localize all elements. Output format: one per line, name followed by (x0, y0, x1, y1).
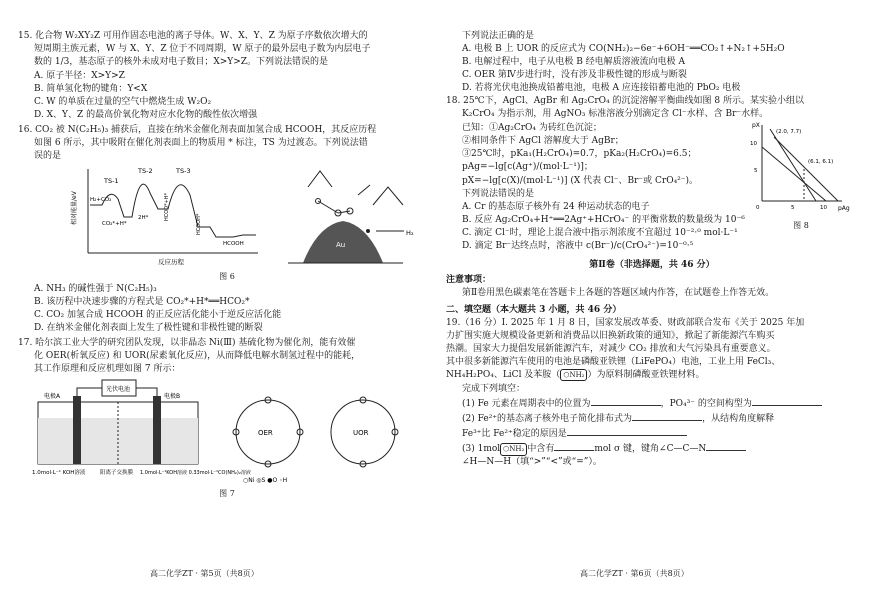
h2-label: H₂ (406, 229, 414, 238)
solubility-chart (746, 117, 856, 217)
q15-option-c: C. W 的单质在过量的空气中燃烧生成 W₂O₂ (34, 97, 212, 108)
y-axis-label: 相对能量/eV (71, 191, 78, 226)
footer-left: 高二化学ZT · 第5页（共8页） (150, 569, 259, 578)
answer-blank-4[interactable] (567, 426, 687, 436)
ts3-label: TS-3 (176, 167, 191, 176)
figure-6-caption: 图 6 (219, 272, 235, 282)
q16-option-c: C. CO₂ 加氢合成 HCOOH 的正反应活化能小于逆反应活化能 (34, 310, 282, 321)
species-2h: 2H* (138, 215, 149, 222)
atom-h (366, 229, 370, 233)
fig8-tick-y10: 10 (750, 141, 757, 148)
q19-stem: 19.（16 分）Ⅰ. 2025 年 1 月 8 日，国家发展改革委、财政部联合发布《关于 2025 年加 力扩围实施大规模设备更新和消费品以旧换新政策的通知》，掀起了新能源汽车购买 热潮。国家大力提倡发展新能源汽车，对减少 CO₂ 排放和大气污染具有重要意义。 其中很多新能源汽车使用的电池是磷酸亚铁锂（LiFePO₄）电池，工业上用 FeCl₃、 NH₄H₂PO₄、LiCl 及苯胺（ ⬡NH₂ ）为原料制磷酸亚铁锂材料。 (446, 317, 805, 381)
q19-fill-instruction: 完成下列填空： (462, 384, 526, 395)
figure-7-caption: 图 7 (219, 489, 235, 499)
electrode-a-label: 电极A (44, 393, 61, 401)
left-solution-label: 1.0mol·L⁻¹ KOH溶液 (32, 470, 86, 477)
q19-sub1: (1) Fe 元素在周期表中的位置为 ，PO₄³⁻ 的空间构型为 (446, 396, 858, 411)
species-hcoo-h: HCOO*+H* (164, 193, 170, 222)
fig8-x-label: pAg (838, 205, 850, 213)
q18-condition-3: ③25℃时，pKa₁(H₂CrO₄)=0.7，pKa₂(H₂CrO₄)=6.5； (462, 149, 697, 160)
ts1-label: TS-1 (104, 177, 119, 186)
electrolysis-diagram (18, 378, 436, 486)
footer-right: 高二化学ZT · 第6页（共8页） (580, 569, 689, 578)
catalyst-surface (288, 171, 414, 263)
q18-condition-2: ②相同条件下 AgCl 溶解度大于 AgBr； (462, 136, 624, 147)
bond-1 (318, 201, 338, 213)
species-h2-co2: H₂+CO₂ (90, 197, 112, 204)
q17-answer-intro: 下列说法正确的是 (462, 31, 535, 41)
x-axis-label: 反应历程 (158, 258, 184, 267)
notice-text: 第Ⅱ卷用黑色碳素笔在答题卡上各题的答题区域内作答，在试题卷上作答无效。 (462, 287, 775, 298)
q17-option-b: B. 电解过程中，电子从电极 B 经电解质溶液流向电极 A (462, 57, 686, 68)
q19-sub3: (3) 1mol ⬡NH₂ 中含有 mol σ 键，键角∠C—C—N ∠H—N—H（填“>”“<”或“=”）。 (446, 441, 858, 469)
au-label: Au (336, 241, 346, 250)
electrode-b-label: 电极B (164, 393, 181, 401)
q18-condition-5: pX=−lg[c(X)/(mol·L⁻¹)] (X 代表 Cl⁻、Br⁻或 CrO₄²⁻)。 (462, 175, 699, 186)
q15-stem: 15. 化合物 W₂XY₂Z 可用作固态电池的离子导体。W、X、Y、Z 为原子序数依次增大的 短周期主族元素，W 与 X、Y、Z 位于不同周期，W 原子的最外层电子数为内层电子 数的 1/3，基态原子的核外未成对电子数目；X>Y>Z。下列说法错误的是 (18, 31, 371, 68)
figure-6 (18, 165, 436, 269)
aniline-structure-2: ⬡NH₂ (500, 443, 527, 455)
figure-7-legend: ○Ni ◎S ●O ◦H (243, 477, 288, 485)
electrolyte (38, 418, 198, 464)
aniline-structure: ⬡NH₂ (560, 369, 587, 381)
species-co2-h: CO₂*+H* (102, 221, 127, 228)
fig8-point-2: (6.1, 6.1) (808, 159, 834, 166)
answer-blank-1[interactable] (591, 396, 661, 406)
uor-label: UOR (353, 429, 369, 438)
fig8-tick-y5: 5 (754, 168, 758, 175)
q18-option-a: A. Cr 的基态原子核外有 24 种运动状态的电子 (462, 201, 650, 212)
species-hcooh-star: HCOOH* (196, 214, 202, 236)
arrow-product (358, 185, 370, 195)
section-heading: 二、填空题（本大题共 3 小题，共 46 分） (446, 304, 622, 315)
q16-option-b: B. 该历程中决速步骤的方程式是 CO₂*+H*══HCO₂* (34, 297, 250, 308)
q18-condition-4: pAg=−lg[c(Ag⁺)/(mol·L⁻¹)]； (462, 162, 593, 173)
answer-blank-2[interactable] (752, 396, 822, 406)
figure-7 (18, 378, 436, 486)
amine-group (308, 171, 332, 187)
q16-option-d: D. 在纳米金催化剂表面上发生了极性键和非极性键的断裂 (34, 323, 263, 334)
q17-stem: 17. 哈尔滨工业大学的研究团队发现，以非晶态 Ni(Ⅲ) 基硫化物为催化剂，能有效催 化 OER(析氧反应) 和 UOR(尿素氧化反应)，从而降低电解水制氢过程中的能耗， 其工作原理和反应机理如图 7 所示： (18, 338, 361, 375)
species-hcooh: HCOOH (223, 241, 244, 248)
bond-2 (338, 211, 350, 213)
q16-option-a: A. NH₃ 的碱性强于 N(C₂H₅)₃ (34, 284, 157, 295)
electrode-a-rod (73, 396, 81, 464)
q17-option-d: D. 若将光伏电池换成铅蓄电池，电极 A 应连接铅蓄电池的 PbO₂ 电极 (462, 83, 741, 94)
formic-acid-group (373, 187, 403, 205)
fig8-point-1: (2.0, 7.7) (776, 129, 802, 136)
q18-condition-1: 已知：①Ag₂CrO₄ 为砖红色沉淀； (462, 123, 602, 134)
figure-8 (746, 117, 856, 231)
q18-block (446, 95, 858, 253)
membrane-label: 阳离子交换膜 (100, 470, 134, 477)
answer-blank-5[interactable] (554, 441, 594, 451)
q15-option-b: B. 简单氢化物的键角：Y<X (34, 84, 148, 95)
fig8-y-label: pX (752, 122, 760, 130)
q18-option-d: D. 滴定 Br⁻达终点时，溶液中 c(Br⁻)/c(CrO₄²⁻)=10⁻⁰·⁵ (462, 240, 694, 251)
q16-stem: 16. CO₂ 被 N(C₂H₅)₃ 捕获后，直接在纳米金催化剂表面加氢合成 HCOOH，其反应历程 如图 6 所示，其中吸附在催化剂表面上的物质用 * 标注，TS 为过渡态。下列说法错 误的是 (18, 125, 377, 162)
energy-curve (90, 185, 256, 238)
figure-8-caption: 图 8 (793, 221, 809, 231)
answer-blank-3[interactable] (632, 411, 702, 421)
q17-option-c: C. OER 第Ⅳ步进行时，没有涉及非极性键的形成与断裂 (462, 70, 687, 81)
right-solution-label: 1.0mol·L⁻¹KOH溶液 0.33mol·L⁻¹CO(NH₂)₂溶液 (140, 470, 251, 477)
energy-profile-diagram (18, 165, 436, 269)
right-column (446, 30, 858, 470)
wire-a (77, 388, 102, 396)
notice-title: 注意事项： (446, 274, 492, 285)
fig8-curve-3 (770, 129, 816, 201)
q17-option-a: A. 电极 B 上 UOR 的反应式为 CO(NH₂)₂−6e⁻+6OH⁻══CO₂↑+N₂↑+5H₂O (462, 44, 785, 55)
q18-intro: 下列说法错误的是 (462, 188, 535, 199)
q18-option-c: C. 滴定 Cl⁻时，理论上混合液中指示剂浓度不宜超过 10⁻²·⁰ mol·L⁻¹ (462, 227, 738, 238)
q15-option-a: A. 原子半径：X>Y>Z (34, 71, 125, 82)
fig8-tick-x10: 10 (820, 205, 827, 212)
q15-option-d: D. X、Y、Z 的最高价氧化物对应水化物的酸性依次增强 (34, 110, 258, 121)
fig8-curve-1 (762, 147, 826, 201)
q18-stem: 18. 25℃下，AgCl、AgBr 和 Ag₂CrO₄ 的沉淀溶解平衡曲线如图 8 所示。某实验小组以 K₂CrO₄ 为指示剂，用 AgNO₃ 标准溶液分别滴定含 Cl⁻水样、含 Br⁻水样。 (446, 96, 804, 120)
q18-conditions (446, 122, 746, 200)
pv-label: 光伏电池 (106, 386, 131, 394)
oer-label: OER (258, 429, 273, 438)
wire-b (136, 388, 157, 396)
q19-sub2: (2) Fe²⁺的基态离子核外电子简化排布式为 ，从结构角度解释 Fe³⁺比 Fe²⁺稳定的原因是 (446, 411, 858, 441)
electrode-b-rod (153, 396, 161, 464)
fig8-tick-0: 0 (756, 205, 760, 212)
fig8-tick-x5: 5 (791, 205, 795, 212)
fig8-curve-2 (774, 137, 838, 201)
left-column (18, 30, 436, 500)
answer-blank-6[interactable] (706, 441, 746, 451)
ts2-label: TS-2 (138, 167, 153, 176)
part2-title: 第Ⅱ卷（非选择题，共 46 分） (589, 259, 715, 270)
q18-option-b: B. 反应 Ag₂CrO₄+H⁺══2Ag⁺+HCrO₄⁻ 的平衡常数的数量级为 10⁻⁶ (462, 214, 745, 225)
